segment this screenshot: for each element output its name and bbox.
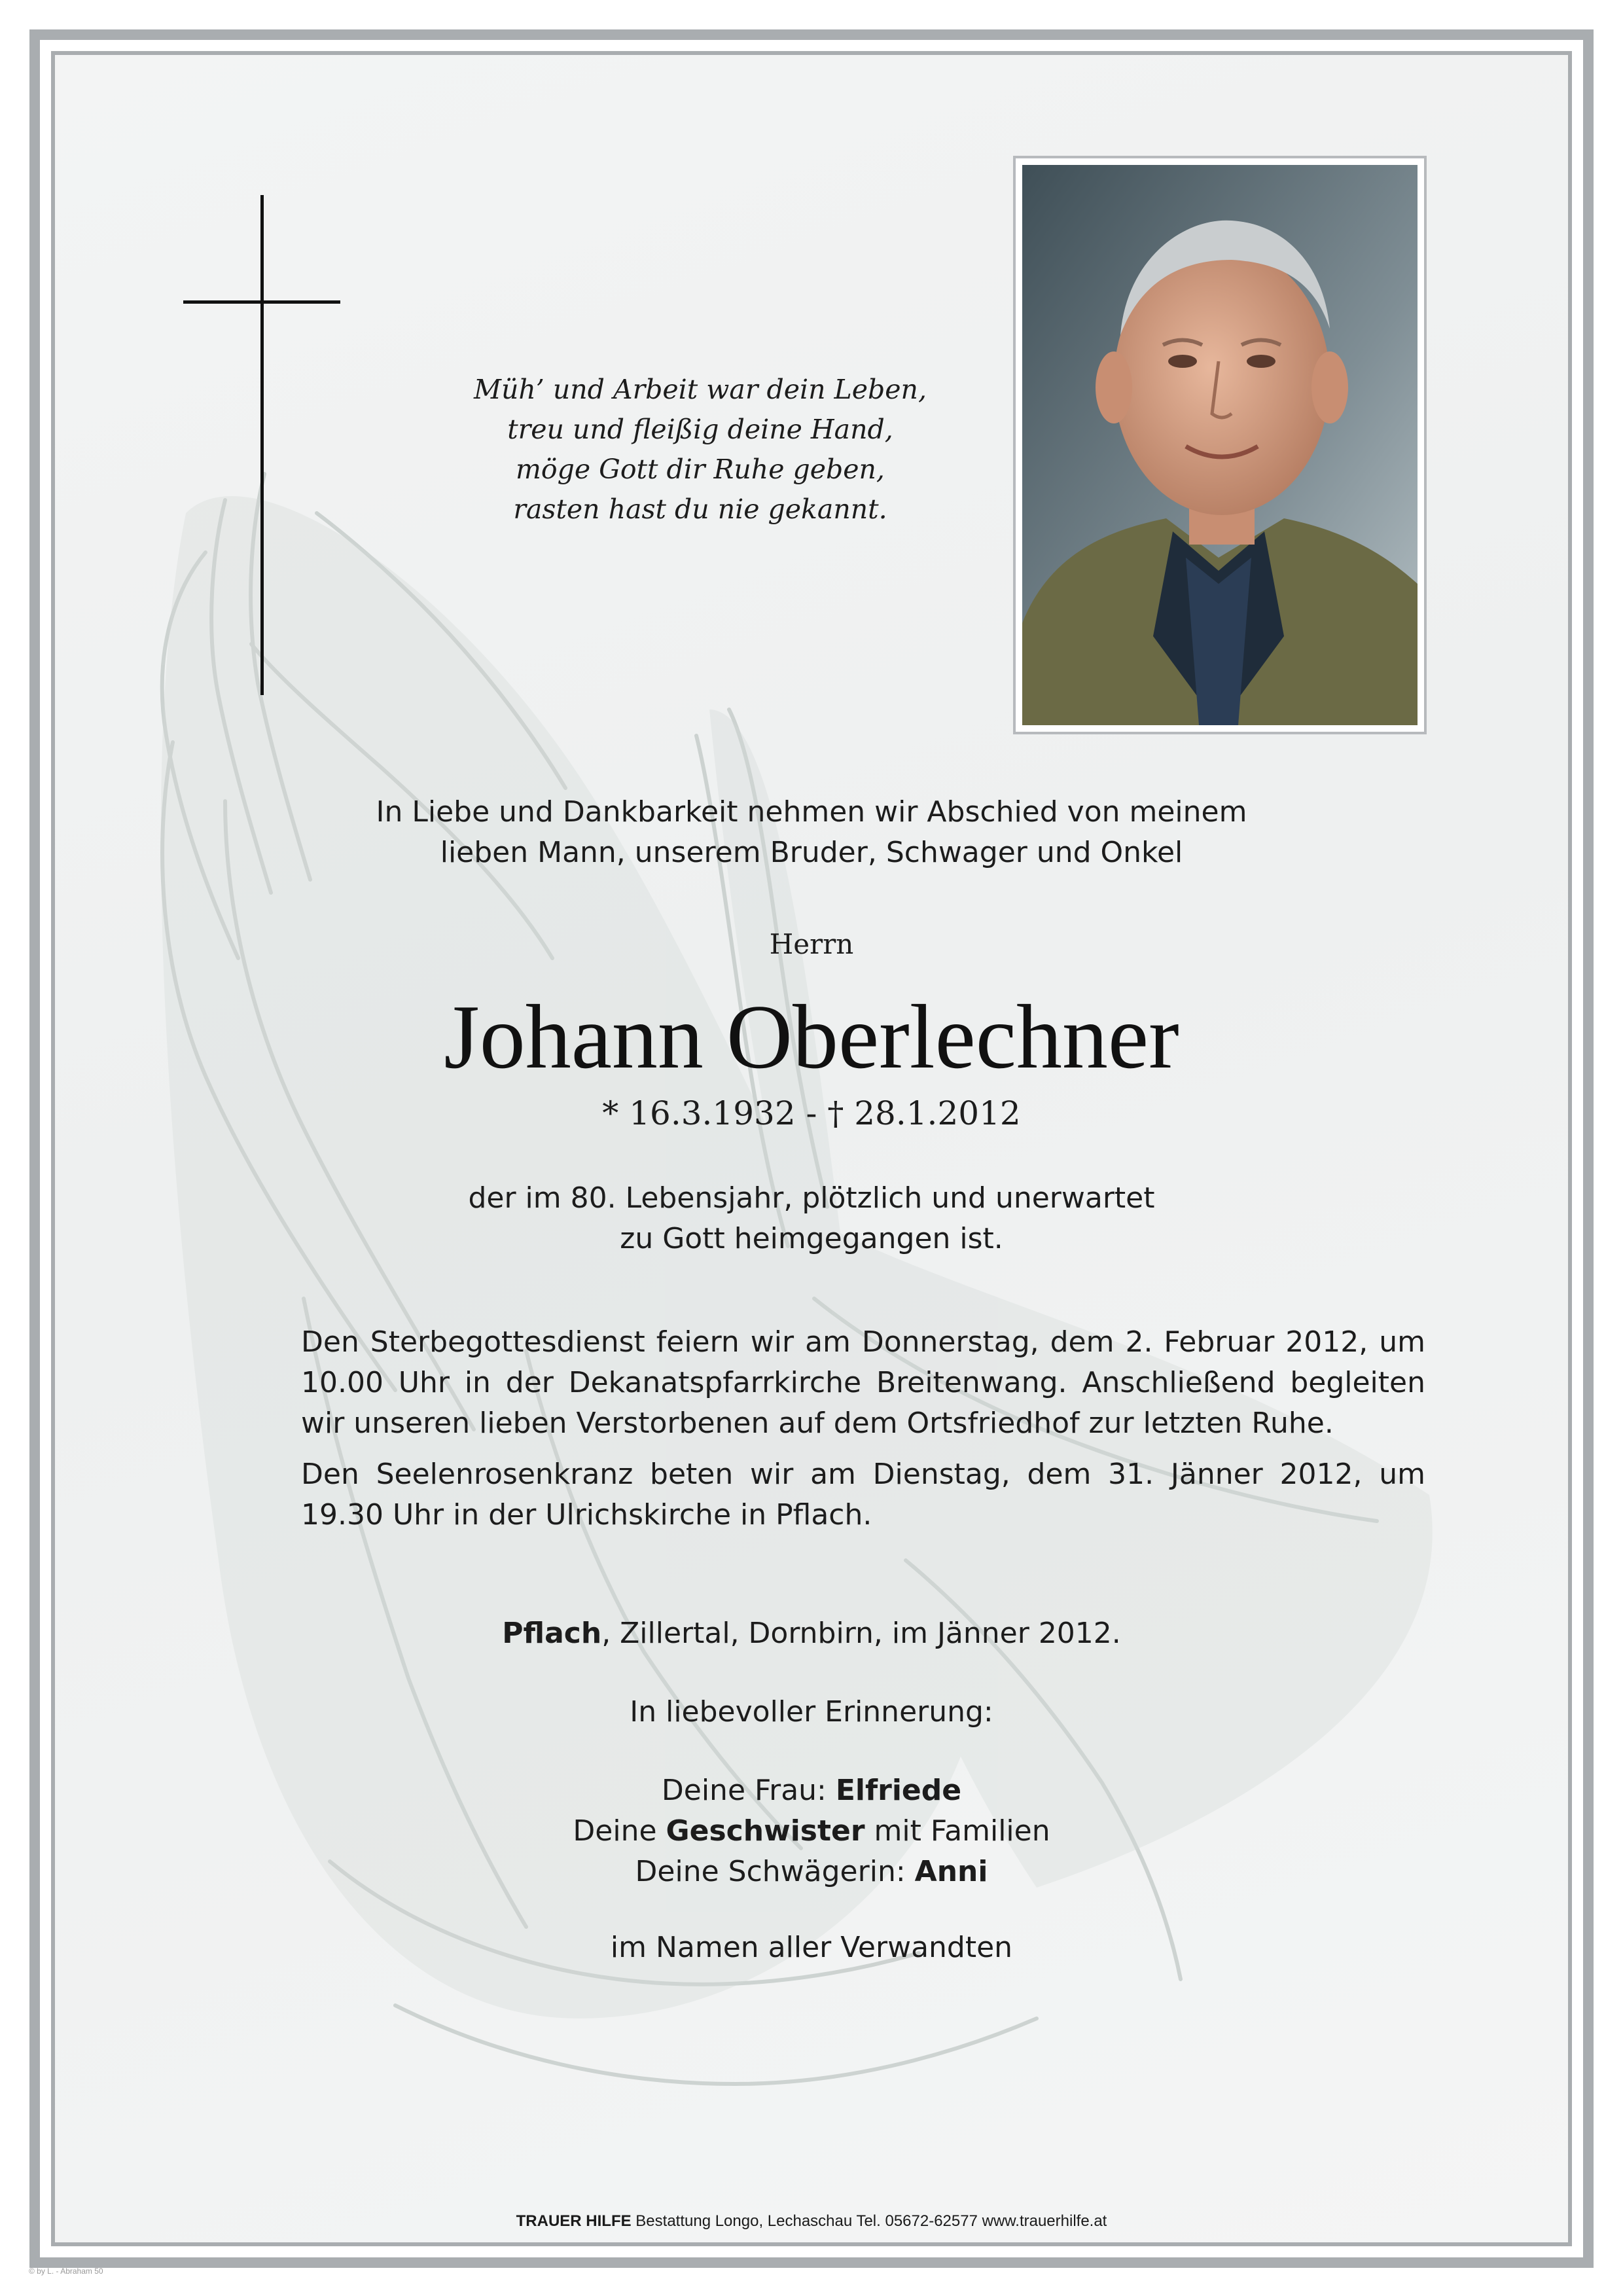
mourner-sister-in-law <box>131 1852 1492 1892</box>
intro-line: lieben Mann, unserem Bruder, Schwager und Onkel <box>440 836 1183 869</box>
relatives-line: im Namen aller Verwandten <box>610 1931 1013 1964</box>
memorial-poem <box>406 370 995 529</box>
mourner-label: mit Familien <box>865 1814 1050 1848</box>
rosary-text: Den Seelenrosenkranz beten wir am Dienstag, dem 31. Jänner 2012, um 19.30 Uhr in der Ulrichskirche in Pflach. <box>301 1458 1425 1532</box>
funeral-service-text: Den Sterbegottesdienst feiern wir am Donnerstag, dem 2. Februar 2012, um 10.00 Uhr in der Dekanatspfarrkirche Breitenwang. Anschließend begleiten wir unseren lieben Verstorbenen auf dem Ortsfriedhof zur letzten Ruhe. <box>301 1325 1425 1440</box>
passing-line: zu Gott heimgegangen ist. <box>620 1222 1003 1255</box>
mourner-name: Elfriede <box>835 1774 962 1807</box>
mourner-siblings <box>131 1811 1492 1852</box>
place-and-date <box>131 1613 1492 1654</box>
footer-brand: TRAUER HILFE <box>516 2212 632 2230</box>
passing-statement <box>131 1178 1492 1259</box>
mourner-name: Geschwister <box>666 1814 865 1848</box>
intro-line: In Liebe und Dankbarkeit nehmen wir Abschied von meinem <box>376 795 1247 829</box>
place-town: Pflach <box>502 1617 602 1650</box>
honorific: Herrn <box>769 928 854 960</box>
poem-line: möge Gott dir Ruhe geben, <box>516 454 885 485</box>
mourner-label: Deine Frau: <box>661 1774 836 1807</box>
passing-line: der im 80. Lebensjahr, plötzlich und unerwartet <box>468 1181 1155 1215</box>
mourner-name: Anni <box>914 1855 988 1888</box>
farewell-intro <box>131 792 1492 873</box>
copyright-note: © by L. - Abraham 50 <box>29 2267 103 2276</box>
portrait-photo <box>1022 165 1418 725</box>
footer-contact: Bestattung Longo, Lechaschau Tel. 05672-62577 www.trauerhilfe.at <box>631 2212 1107 2230</box>
life-dates: * 16.3.1932 - † 28.1.2012 <box>602 1094 1021 1132</box>
mourner-wife <box>131 1770 1492 1811</box>
latin-cross-icon <box>183 195 340 695</box>
portrait-frame <box>1013 156 1427 734</box>
funeral-home-footer <box>131 2212 1492 2231</box>
mourners-list <box>131 1770 1492 1892</box>
place-rest: , Zillertal, Dornbirn, im Jänner 2012. <box>601 1617 1121 1650</box>
deceased-name: Johann Oberlechner <box>444 986 1179 1088</box>
poem-line: treu und fleißig deine Hand, <box>507 414 893 445</box>
memory-heading: In liebevoller Erinnerung: <box>630 1695 993 1729</box>
poem-line: Müh’ und Arbeit war dein Leben, <box>474 374 927 405</box>
service-details <box>301 1322 1425 1546</box>
mourner-label: Deine Schwägerin: <box>635 1855 915 1888</box>
mourner-label: Deine <box>573 1814 666 1848</box>
poem-line: rasten hast du nie gekannt. <box>513 493 887 525</box>
